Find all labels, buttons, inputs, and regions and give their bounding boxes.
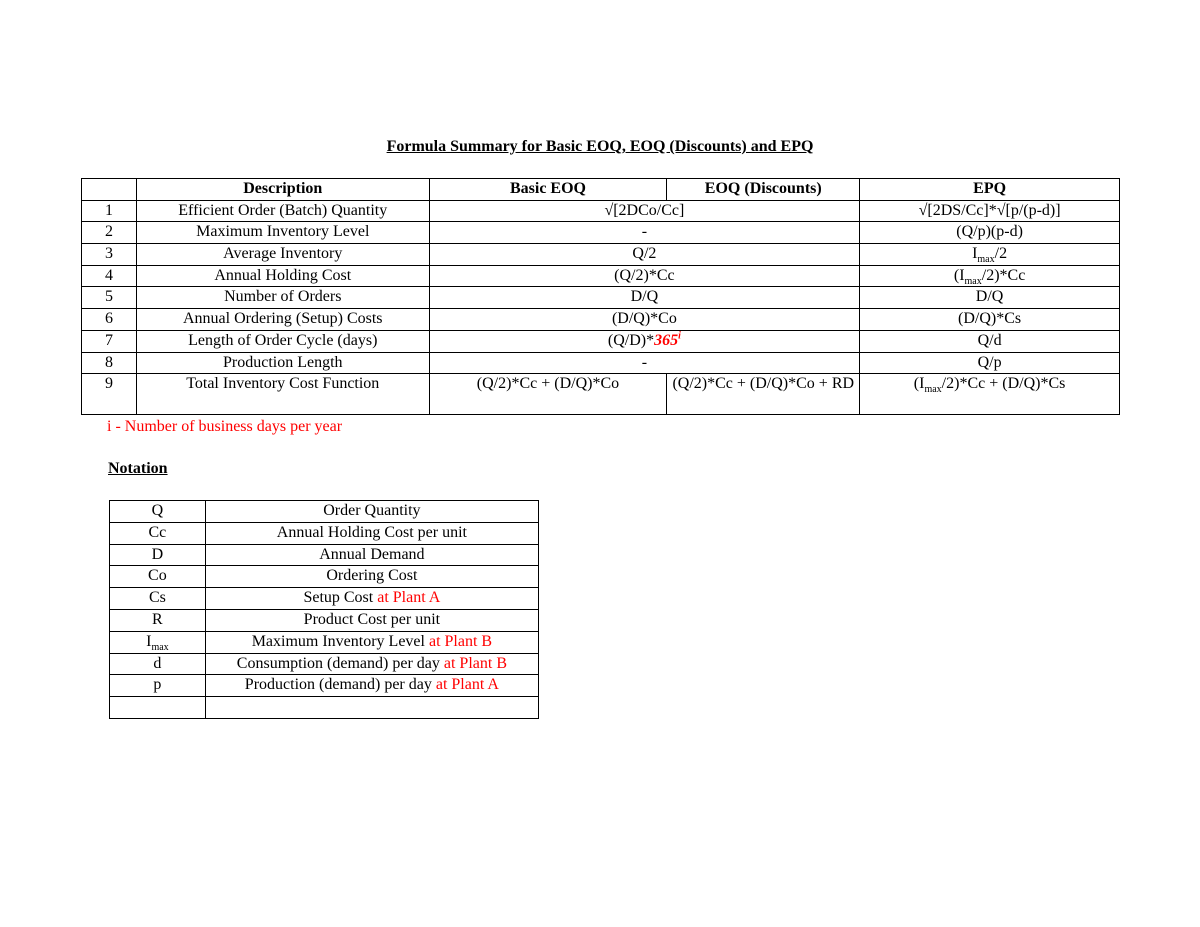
header-eoq-discounts: EOQ (Discounts) (667, 179, 860, 201)
notation-symbol: p (110, 675, 206, 697)
notation-symbol: D (110, 544, 206, 566)
table-row (82, 330, 1120, 352)
row-eoq-formula: (D/Q)*Co (429, 309, 860, 331)
table-row (82, 222, 1120, 244)
notation-definition (205, 588, 538, 610)
row-description: Total Inventory Cost Function (136, 374, 429, 415)
notation-definition (205, 697, 538, 719)
table-row (82, 309, 1120, 331)
table-row (82, 287, 1120, 309)
formula-part: (Q/D)* (607, 331, 655, 349)
notation-row (110, 631, 539, 653)
definition-text: Production (demand) per day (244, 676, 432, 694)
notation-symbol: Cc (110, 522, 206, 544)
table-row (82, 244, 1120, 266)
notation-symbol (110, 697, 206, 719)
footnote: i - Number of business days per year (107, 418, 343, 435)
row-description: Number of Orders (136, 287, 429, 309)
row-eoq-formula: √[2DCo/Cc] (429, 200, 860, 222)
notation-definition: Order Quantity (205, 501, 538, 523)
row-epq-formula (860, 244, 1120, 266)
table-row (82, 374, 1120, 415)
row-description: Length of Order Cycle (days) (136, 330, 429, 352)
row-eoq-formula (429, 330, 860, 352)
notation-title: Notation (108, 460, 168, 477)
row-num: 2 (82, 222, 137, 244)
row-num: 1 (82, 200, 137, 222)
row-epq-formula (860, 374, 1120, 415)
plant-note: at Plant A (373, 589, 441, 607)
row-num: 8 (82, 352, 137, 374)
formula-subscript: max (977, 254, 995, 266)
definition-text: Maximum Inventory Level (251, 632, 425, 650)
table-row (82, 352, 1120, 374)
row-eoq-formula: D/Q (429, 287, 860, 309)
row-description: Annual Ordering (Setup) Costs (136, 309, 429, 331)
notation-symbol: d (110, 653, 206, 675)
header-epq: EPQ (860, 179, 1120, 201)
header-description: Description (136, 179, 429, 201)
header-num (82, 179, 137, 201)
row-num: 7 (82, 330, 137, 352)
row-description: Efficient Order (Batch) Quantity (136, 200, 429, 222)
symbol-part: I (146, 632, 152, 650)
row-eoq-formula: - (429, 222, 860, 244)
row-num: 4 (82, 265, 137, 287)
formula-part: (I (913, 375, 925, 393)
notation-row (110, 609, 539, 631)
formula-part: /2)*Cc + (D/Q)*Cs (941, 375, 1066, 393)
row-description: Average Inventory (136, 244, 429, 266)
row-num: 6 (82, 309, 137, 331)
formula-subscript: max (964, 275, 982, 287)
row-num: 3 (82, 244, 137, 266)
days-highlight: 365 (654, 331, 679, 349)
notation-symbol: Q (110, 501, 206, 523)
row-eoq-formula: Q/2 (429, 244, 860, 266)
notation-row (110, 675, 539, 697)
notation-table (109, 500, 539, 719)
notation-definition: Product Cost per unit (205, 609, 538, 631)
row-eoq-formula: (Q/2)*Cc (429, 265, 860, 287)
plant-note: at Plant B (439, 654, 507, 672)
symbol-subscript: max (151, 641, 169, 653)
table-header-row (82, 179, 1120, 201)
formula-table (81, 178, 1120, 415)
notation-row (110, 588, 539, 610)
formula-part: /2)*Cc (981, 266, 1026, 284)
notation-definition: Annual Demand (205, 544, 538, 566)
row-num: 9 (82, 374, 137, 415)
notation-definition: Ordering Cost (205, 566, 538, 588)
notation-row (110, 566, 539, 588)
notation-row (110, 544, 539, 566)
notation-definition: Annual Holding Cost per unit (205, 522, 538, 544)
notation-definition (205, 653, 538, 675)
notation-row (110, 653, 539, 675)
row-epq-formula: (Q/p)(p-d) (860, 222, 1120, 244)
row-num: 5 (82, 287, 137, 309)
plant-note: at Plant B (424, 632, 493, 650)
notation-definition (205, 675, 538, 697)
notation-row-empty (110, 697, 539, 719)
definition-text: Setup Cost (303, 589, 374, 607)
row-epq-formula: √[2DS/Cc]*√[p/(p-d)] (860, 200, 1120, 222)
notation-row (110, 501, 539, 523)
table-row (82, 265, 1120, 287)
row-eoq-formula: - (429, 352, 860, 374)
row-epq-formula: D/Q (860, 287, 1120, 309)
notation-row (110, 522, 539, 544)
row-eoq-discounts-formula: (Q/2)*Cc + (D/Q)*Co + RD (667, 374, 860, 415)
notation-symbol: R (110, 609, 206, 631)
row-basic-eoq-formula: (Q/2)*Cc + (D/Q)*Co (429, 374, 667, 415)
row-description: Production Length (136, 352, 429, 374)
row-epq-formula: (D/Q)*Cs (860, 309, 1120, 331)
table-row (82, 200, 1120, 222)
formula-part: (I (953, 266, 965, 284)
formula-subscript: max (924, 384, 942, 396)
page-title: Formula Summary for Basic EOQ, EOQ (Discounts) and EPQ (386, 138, 814, 155)
row-description: Annual Holding Cost (136, 265, 429, 287)
footnote-marker: i (678, 330, 681, 342)
notation-symbol (110, 631, 206, 653)
notation-definition (205, 631, 538, 653)
notation-symbol: Co (110, 566, 206, 588)
row-epq-formula (860, 265, 1120, 287)
formula-part: I (972, 245, 978, 263)
row-epq-formula: Q/d (860, 330, 1120, 352)
header-basic-eoq: Basic EOQ (429, 179, 667, 201)
plant-note: at Plant A (431, 676, 499, 694)
formula-part: /2 (994, 245, 1008, 263)
row-description: Maximum Inventory Level (136, 222, 429, 244)
row-epq-formula: Q/p (860, 352, 1120, 374)
notation-symbol: Cs (110, 588, 206, 610)
definition-text: Consumption (demand) per day (236, 654, 440, 672)
